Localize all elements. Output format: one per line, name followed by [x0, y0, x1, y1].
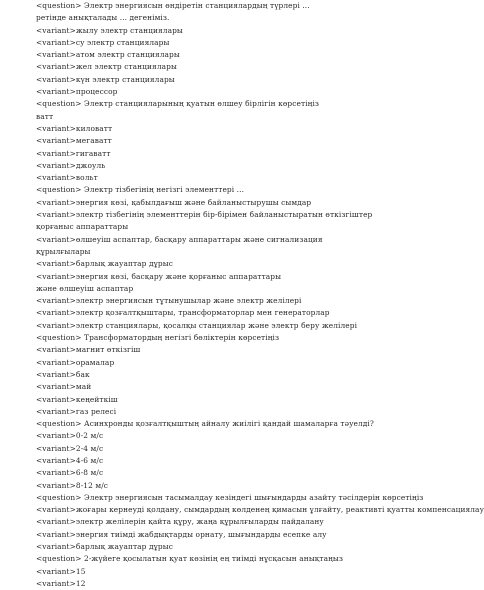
doc-line: <variant>энергия тиімді жабдықтарды орнату, шығындарды есепке алу [36, 529, 327, 539]
doc-line: <variant>гигаватт [36, 148, 111, 158]
doc-line: <variant>барлық жауаптар дұрыс [36, 542, 173, 552]
doc-line: <variant>су электр станциялары [36, 37, 170, 47]
doc-line: <variant>мегаватт [36, 136, 112, 146]
doc-line: ватт [36, 111, 54, 121]
doc-line: <variant>орамалар [36, 357, 115, 367]
doc-line: <question> Электр станцияларының қуатын өлшеу бірлігін көрсетіңіз [36, 99, 320, 109]
doc-line: <variant>0-2 м/с [36, 431, 104, 441]
doc-line: <variant>жел электр станциялары [36, 62, 177, 72]
doc-line: <question> Электр тізбегінің негізгі элементтері ... [36, 185, 245, 195]
doc-line: <question> Асинхронды қозғалтқыштың айналу жиілігі қандай шамаларға тәуелді? [36, 419, 374, 429]
doc-line: <variant>жоғары кернеуді қолдану, сымдардың көлденең қимасын ұлғайту, реактивті қуатты компенсациялау [36, 505, 484, 515]
doc-line: <question> 2-жүйеге қосылатын қуат көзінің ең тиімді нұсқасын анықтаңыз [36, 554, 344, 564]
doc-line: құрылғылары [36, 246, 91, 256]
doc-line: ретінде анықталады ... дегеніміз. [36, 13, 170, 23]
doc-line: <variant>кеңейткіш [36, 394, 118, 404]
doc-line: <variant>электр қозғалтқыштары, трансформаторлар мен генераторлар [36, 308, 330, 318]
doc-line: <variant>киловатт [36, 123, 113, 133]
doc-line: <variant>күн электр станциялары [36, 74, 175, 84]
document-body [36, 0, 484, 590]
doc-line: <question> Электр энергиясын тасымалдау кезіндегі шығындарды азайту тәсілдерін көрсетіңіз [36, 492, 424, 502]
doc-line: <question> Трансформатордың негізгі бөліктерін көрсетіңіз [36, 333, 280, 343]
doc-line: <variant>процессор [36, 87, 118, 97]
doc-line: <variant>барлық жауаптар дұрыс [36, 259, 173, 269]
doc-line: <variant>электр желілерін қайта құру, жаңа құрылғыларды пайдалану [36, 517, 324, 527]
doc-line: <variant>энергия көзі, басқару және қорғаныс аппараттары [36, 271, 282, 281]
doc-line: <question> Электр энергиясын өндіретін станциялардың түрлері ... [36, 1, 310, 10]
doc-line: <variant>8-12 м/с [36, 480, 109, 490]
doc-line: <variant>магнит өткізгіш [36, 345, 141, 355]
doc-line: <variant>6-8 м/с [36, 468, 104, 478]
doc-line: <variant>электр станциялары, қосалқы станциялар және электр беру желілері [36, 320, 358, 330]
doc-line: <variant>15 [36, 566, 86, 576]
doc-line: <variant>энергия көзі, қабылдағыш және байланыстырушы сымдар [36, 197, 312, 207]
doc-line: <variant>4-6 м/с [36, 455, 104, 465]
doc-line: <variant>джоуль [36, 160, 106, 170]
doc-line: <variant>электр тізбегінің элементтерін бір-бірімен байланыстыратын өткізгіштер [36, 210, 373, 220]
doc-line: <variant>жылу электр станциялары [36, 25, 183, 35]
doc-line: <variant>электр энергиясын тұтынушылар және электр желілері [36, 296, 302, 306]
doc-line: <variant>атом электр станциялары [36, 50, 180, 60]
doc-line: <variant>вольт [36, 173, 98, 183]
doc-line: <variant>өлшеуіш аспаптар, басқару аппараттары және сигнализация [36, 234, 323, 244]
doc-line: қорғаныс аппараттары [36, 222, 129, 232]
doc-line: <variant>газ релесі [36, 406, 117, 416]
doc-line: <variant>май [36, 382, 92, 392]
doc-line: <variant>2-4 м/с [36, 443, 104, 453]
doc-line: <variant>12 [36, 578, 86, 588]
doc-line: және өлшеуіш аспаптар [36, 283, 134, 293]
doc-line: <variant>бак [36, 369, 90, 379]
